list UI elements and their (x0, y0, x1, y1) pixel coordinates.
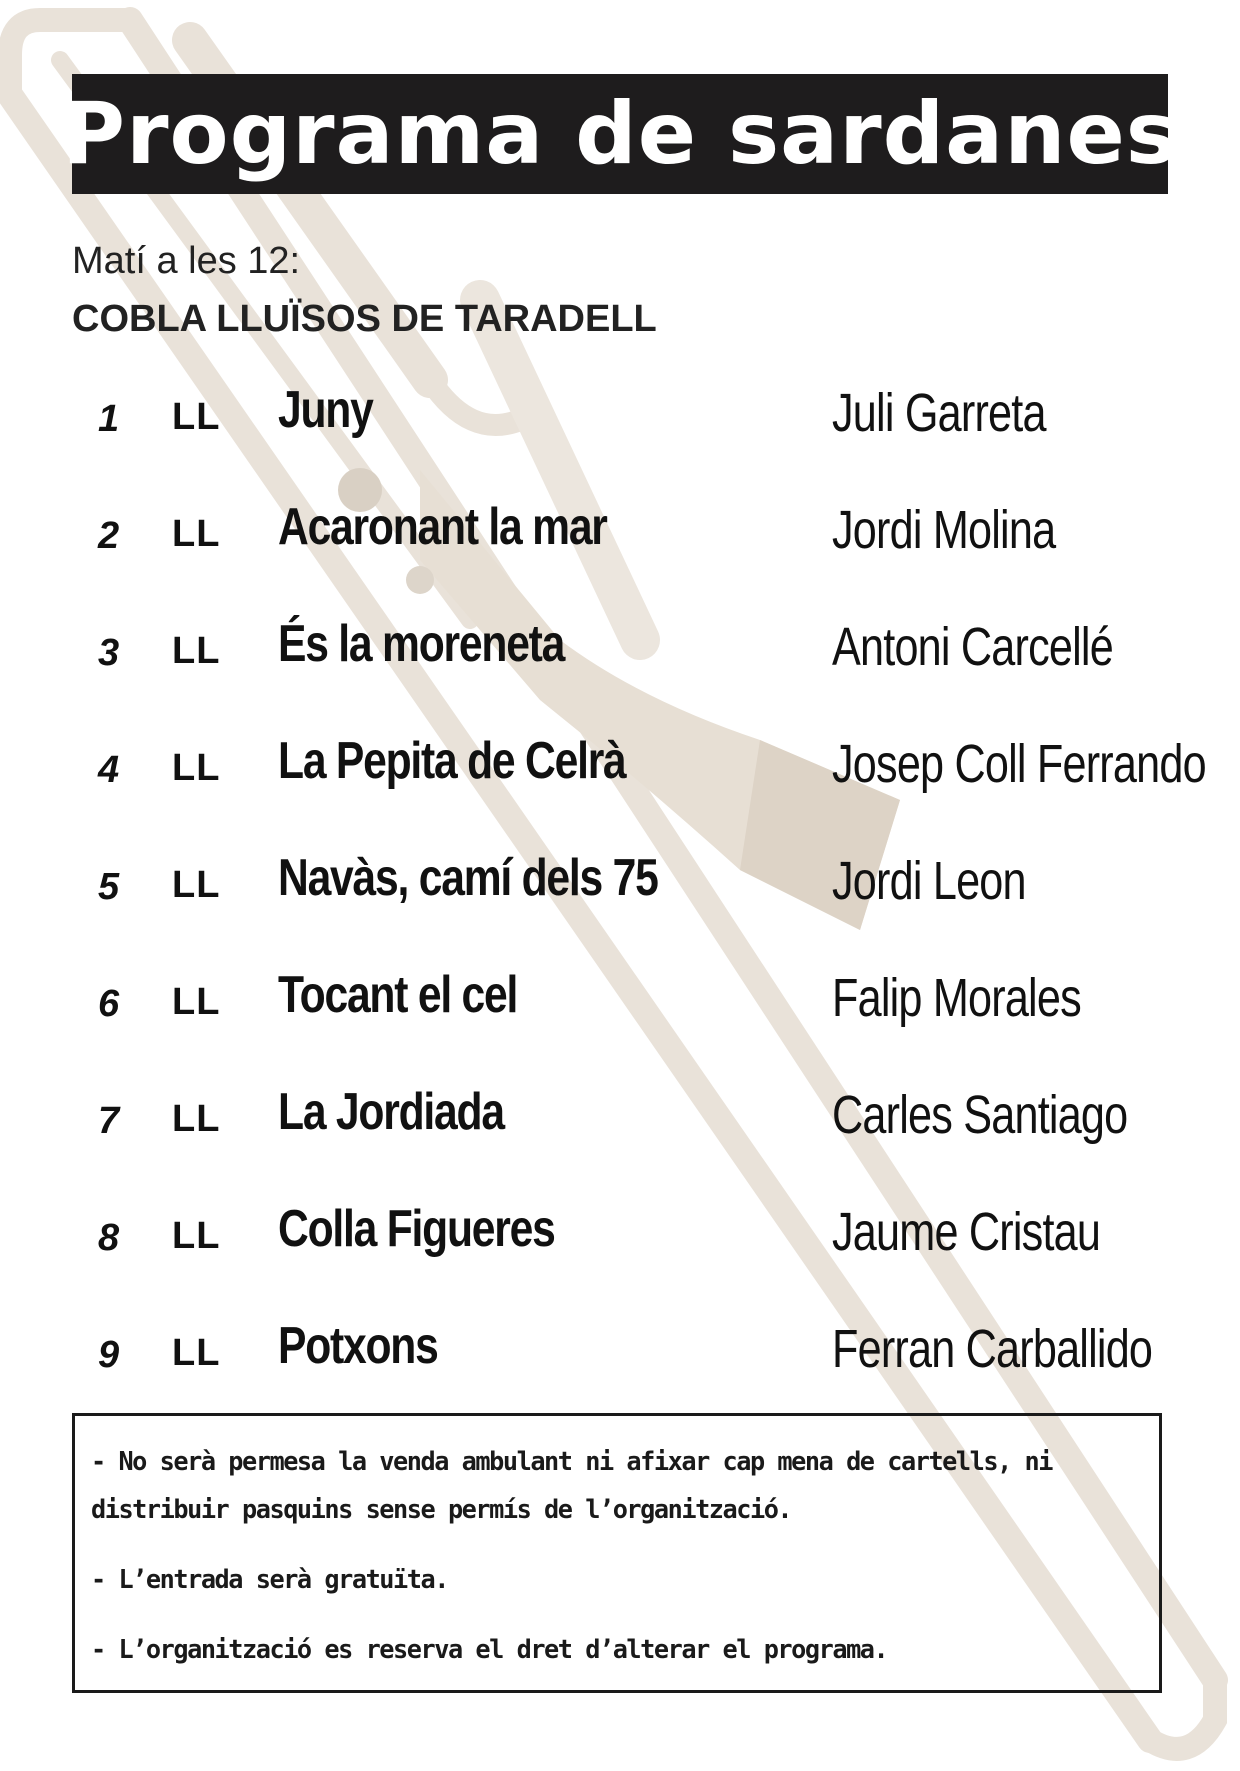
composer-name: Jordi Leon (832, 851, 1026, 911)
piece-title: És la moreneta (278, 615, 565, 673)
program-row (0, 614, 1240, 731)
program-row (0, 1082, 1240, 1199)
item-number: 5 (98, 866, 120, 908)
item-code: LL (172, 630, 221, 672)
page-title: Programa de sardanes (62, 84, 1178, 184)
item-code: LL (172, 1332, 221, 1374)
item-number: 3 (98, 632, 120, 674)
program-row (0, 731, 1240, 848)
item-code: LL (172, 981, 221, 1023)
composer-name: Juli Garreta (832, 383, 1046, 443)
composer-name: Carles Santiago (832, 1085, 1128, 1145)
item-number: 4 (98, 749, 120, 791)
composer-name: Falip Morales (832, 968, 1081, 1028)
piece-title: La Pepita de Celrà (278, 732, 626, 790)
notice-entry: - L’entrada serà gratuïta. (91, 1565, 448, 1595)
band-name: COBLA LLUÏSOS DE TARADELL (72, 298, 657, 340)
piece-title: Navàs, camí dels 75 (278, 849, 658, 907)
piece-title: La Jordiada (278, 1083, 504, 1141)
program-row (0, 848, 1240, 965)
item-number: 9 (98, 1334, 120, 1376)
item-number: 1 (98, 398, 120, 440)
item-code: LL (172, 1098, 221, 1140)
piece-title: Potxons (278, 1317, 438, 1375)
program-row (0, 497, 1240, 614)
composer-name: Ferran Carballido (832, 1319, 1153, 1379)
program-row (0, 1199, 1240, 1316)
piece-title: Tocant el cel (278, 966, 518, 1024)
composer-name: Josep Coll Ferrando (832, 734, 1206, 794)
session-time: Matí a les 12: (72, 240, 301, 282)
notice-vending: - No serà permesa la venda ambulant ni afixar cap mena de cartells, ni distribuir pasquins sense permís de l’organització. (91, 1447, 1053, 1525)
composer-name: Jordi Molina (832, 500, 1056, 560)
item-code: LL (172, 1215, 221, 1257)
notices-box (72, 1413, 1162, 1693)
item-code: LL (172, 396, 221, 438)
composer-name: Antoni Carcellé (832, 617, 1113, 677)
item-code: LL (172, 513, 221, 555)
program-row (0, 380, 1240, 497)
item-number: 7 (98, 1100, 120, 1142)
program-row (0, 965, 1240, 1082)
item-code: LL (172, 747, 221, 789)
item-code: LL (172, 864, 221, 906)
item-number: 6 (98, 983, 120, 1025)
item-number: 2 (98, 515, 120, 557)
title-banner (62, 74, 1178, 194)
piece-title: Juny (278, 381, 373, 439)
piece-title: Colla Figueres (278, 1200, 555, 1258)
piece-title: Acaronant la mar (278, 498, 607, 556)
item-number: 8 (98, 1217, 120, 1259)
composer-name: Jaume Cristau (832, 1202, 1101, 1262)
notice-changes: - L’organització es reserva el dret d’alterar el programa. (91, 1635, 888, 1665)
